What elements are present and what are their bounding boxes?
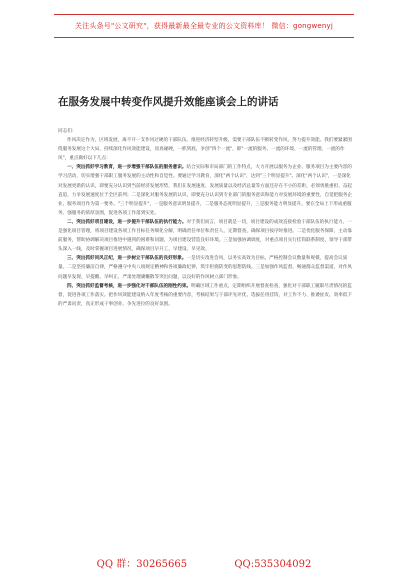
section-heading: 一、突出抓好学习教育，进一步增强干部队伍的服务意识。 <box>67 165 187 171</box>
document-title: 在服务发展中转变作风提升效能座谈会上的讲话 <box>58 96 279 108</box>
section-2 <box>58 218 354 254</box>
salutation: 同志们： <box>58 129 77 134</box>
section-body: 对于我们而言，项目就是一切，项目建设的成效直接检验干部队伍的执行能力。一是强化项目管理，将项目建设各项工作目标任务细化分解，明确责任单位和责任人，定期督查，确保项目按序时推进。二是优化服务保障，主动靠前服务，帮助协调解决项目推进中遇到的困难和问题，为项目建设营造良好环境。三是加强协调调度，对重点项目实行挂钩联系制度，领导干部带头深入一线，及时掌握项目进展情况，确保项目早开工、早建设、早见效。 <box>58 219 353 253</box>
footer-contacts <box>0 555 408 570</box>
document-body <box>58 127 354 309</box>
intro-paragraph: 作风决定作为，区域发展，离不开一支作风过硬的干部队伍。推进经济转型升级，需要干部队伍不断转变作风，努力提升效能。我们要紧紧围绕服务发展这个大局，持续深化作风效能建设，顶真碰硬，一抓到底，争创"四个一流"，即"一流的服务、一流的环境、一流的管理、一流的作风"，重点做好以下几点： <box>58 138 352 162</box>
section-body: 一是切实改进会风，以务实高效为目标，严格控制会议数量和规模，提高会议质量。二是坚持廉洁自律，严格遵守中央八项规定精神和各项廉政纪律，筑牢拒腐防变的思想防线。三是加强作风监督，畅通群众监督渠道，对作风问题早发现、早提醒、早纠正，严肃处理庸懒散等突出问题，以良好的作风树立部门形象。 <box>58 256 353 280</box>
section-heading: 二、突出抓好项目建设，进一步提升干部队伍的执行能力。 <box>67 219 187 225</box>
top-banner <box>54 14 354 38</box>
qq-number: QQ:535304092 <box>234 559 312 570</box>
section-body: 结合实际和市局部门的工作特点，大力开展以服务为企业、服务项目为主要内容的学习活动，切实增强干部职工服务发展的主动性和自觉性。要通过学习教育，深化"两个认识"，达到"三个明显提升"。深化"两个认识"，一是深化对发展更新的认识，即要充分认识到当前经济发展形势，我们在发展速度、发展质量以及经济总量等方面还存在不小的差距，必须勇挑重担、奋起直追，力争发展速度位于全区前列；二是深化对服务发展的认识，即要充分认识到专业部门的服务意识和能力对发展环境的重要性，自觉把服务企业、服务项目作为第一要务。"三个明显提升"，一是服务意识明显提升，二是服务态度明显提升，三是服务能力明显提升。要在全局上下形成重服务、强服务的浓厚氛围，促进各项工作落到实处。 <box>58 165 353 216</box>
qq-group-number: QQ 群：30265665 <box>96 559 188 570</box>
section-heading: 四、突出抓好监督考核，进一步强化对干部队伍的刚性约束。 <box>67 283 192 289</box>
section-4 <box>58 282 354 309</box>
banner-text: 关注头条号"公文研究"，获得最新最全最专业的公文资料库！ 微信：gongwenyj <box>74 22 334 30</box>
section-3 <box>58 254 354 281</box>
section-body: 明确区域工作重点，定期组织开展督查检查，强化对干部职工履职尽责情况的监督，促进各项工作落实。把作风效能建设纳入年度考核的重要内容，考核结果与干部评先评优、选拔任用挂钩，对工作不力、推诿扯皮、效率低下的严肃问责，真正形成干事创业、争先进位的良好氛围。 <box>58 283 353 307</box>
section-heading: 三、突出抓好问风正纪，进一步树立干部队伍的良好形象。 <box>67 256 187 262</box>
section-1 <box>58 163 354 218</box>
